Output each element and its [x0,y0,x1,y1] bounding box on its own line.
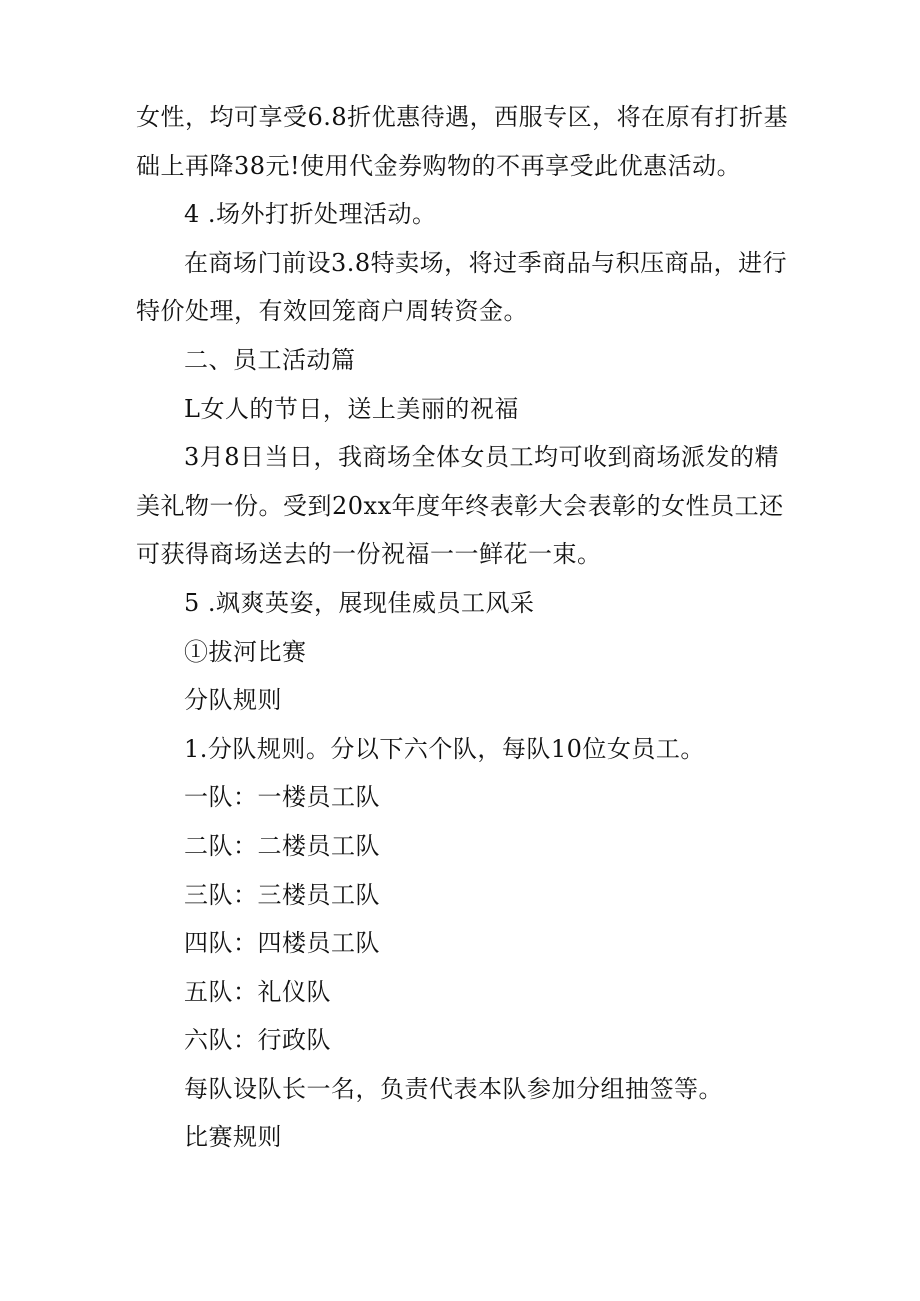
paragraph-discount-continued: 女性，均可享受6.8折优惠待遇，西服专区，将在原有打折基础上再降38元!使用代金券购物的不再享受此优惠活动。 [136,103,789,180]
list-item-team-2: 二队：二楼员工队 [184,831,380,860]
paragraph-team-rules-heading: 分队规则 [184,686,282,715]
paragraph-captain-rule: 每队设队长一名，负责代表本队参加分组抽签等。 [184,1074,723,1103]
paragraph-outdoor-sale-body: 在商场门前设3.8特卖场，将过季商品与积压商品，进行特价处理，有效回笼商户周转资金。 [136,248,788,326]
list-item-team-3: 三队：三楼员工队 [184,880,380,909]
paragraph-gift-body: 3月8日当日，我商场全体女员工均可收到商场派发的精美礼物一份。受到20xx年度年终表彰大会表彰的女性员工还可获得商场送去的一份祝福一一鲜花一束。 [136,443,784,569]
paragraph-tug-of-war-heading: ①拔河比赛 [184,637,307,666]
document-body [136,93,796,1162]
list-item-team-5: 五队：礼仪队 [184,977,331,1006]
section-heading-staff-activities: 二、员工活动篇 [184,345,356,374]
list-item-team-4: 四队：四楼员工队 [184,929,380,958]
paragraph-staff-style-heading: 5 .飒爽英姿，展现佳威员工风采 [184,588,535,617]
list-item-team-6: 六队：行政队 [184,1026,331,1055]
paragraph-blessing-heading: L女人的节日，送上美丽的祝福 [184,394,519,423]
paragraph-team-rules-body: 1.分队规则。分以下六个队，每队10位女员工。 [184,734,705,763]
paragraph-match-rules-heading: 比赛规则 [184,1123,282,1152]
paragraph-outdoor-sale-heading: 4 .场外打折处理活动。 [184,200,437,229]
list-item-team-1: 一队：一楼员工队 [184,783,380,812]
